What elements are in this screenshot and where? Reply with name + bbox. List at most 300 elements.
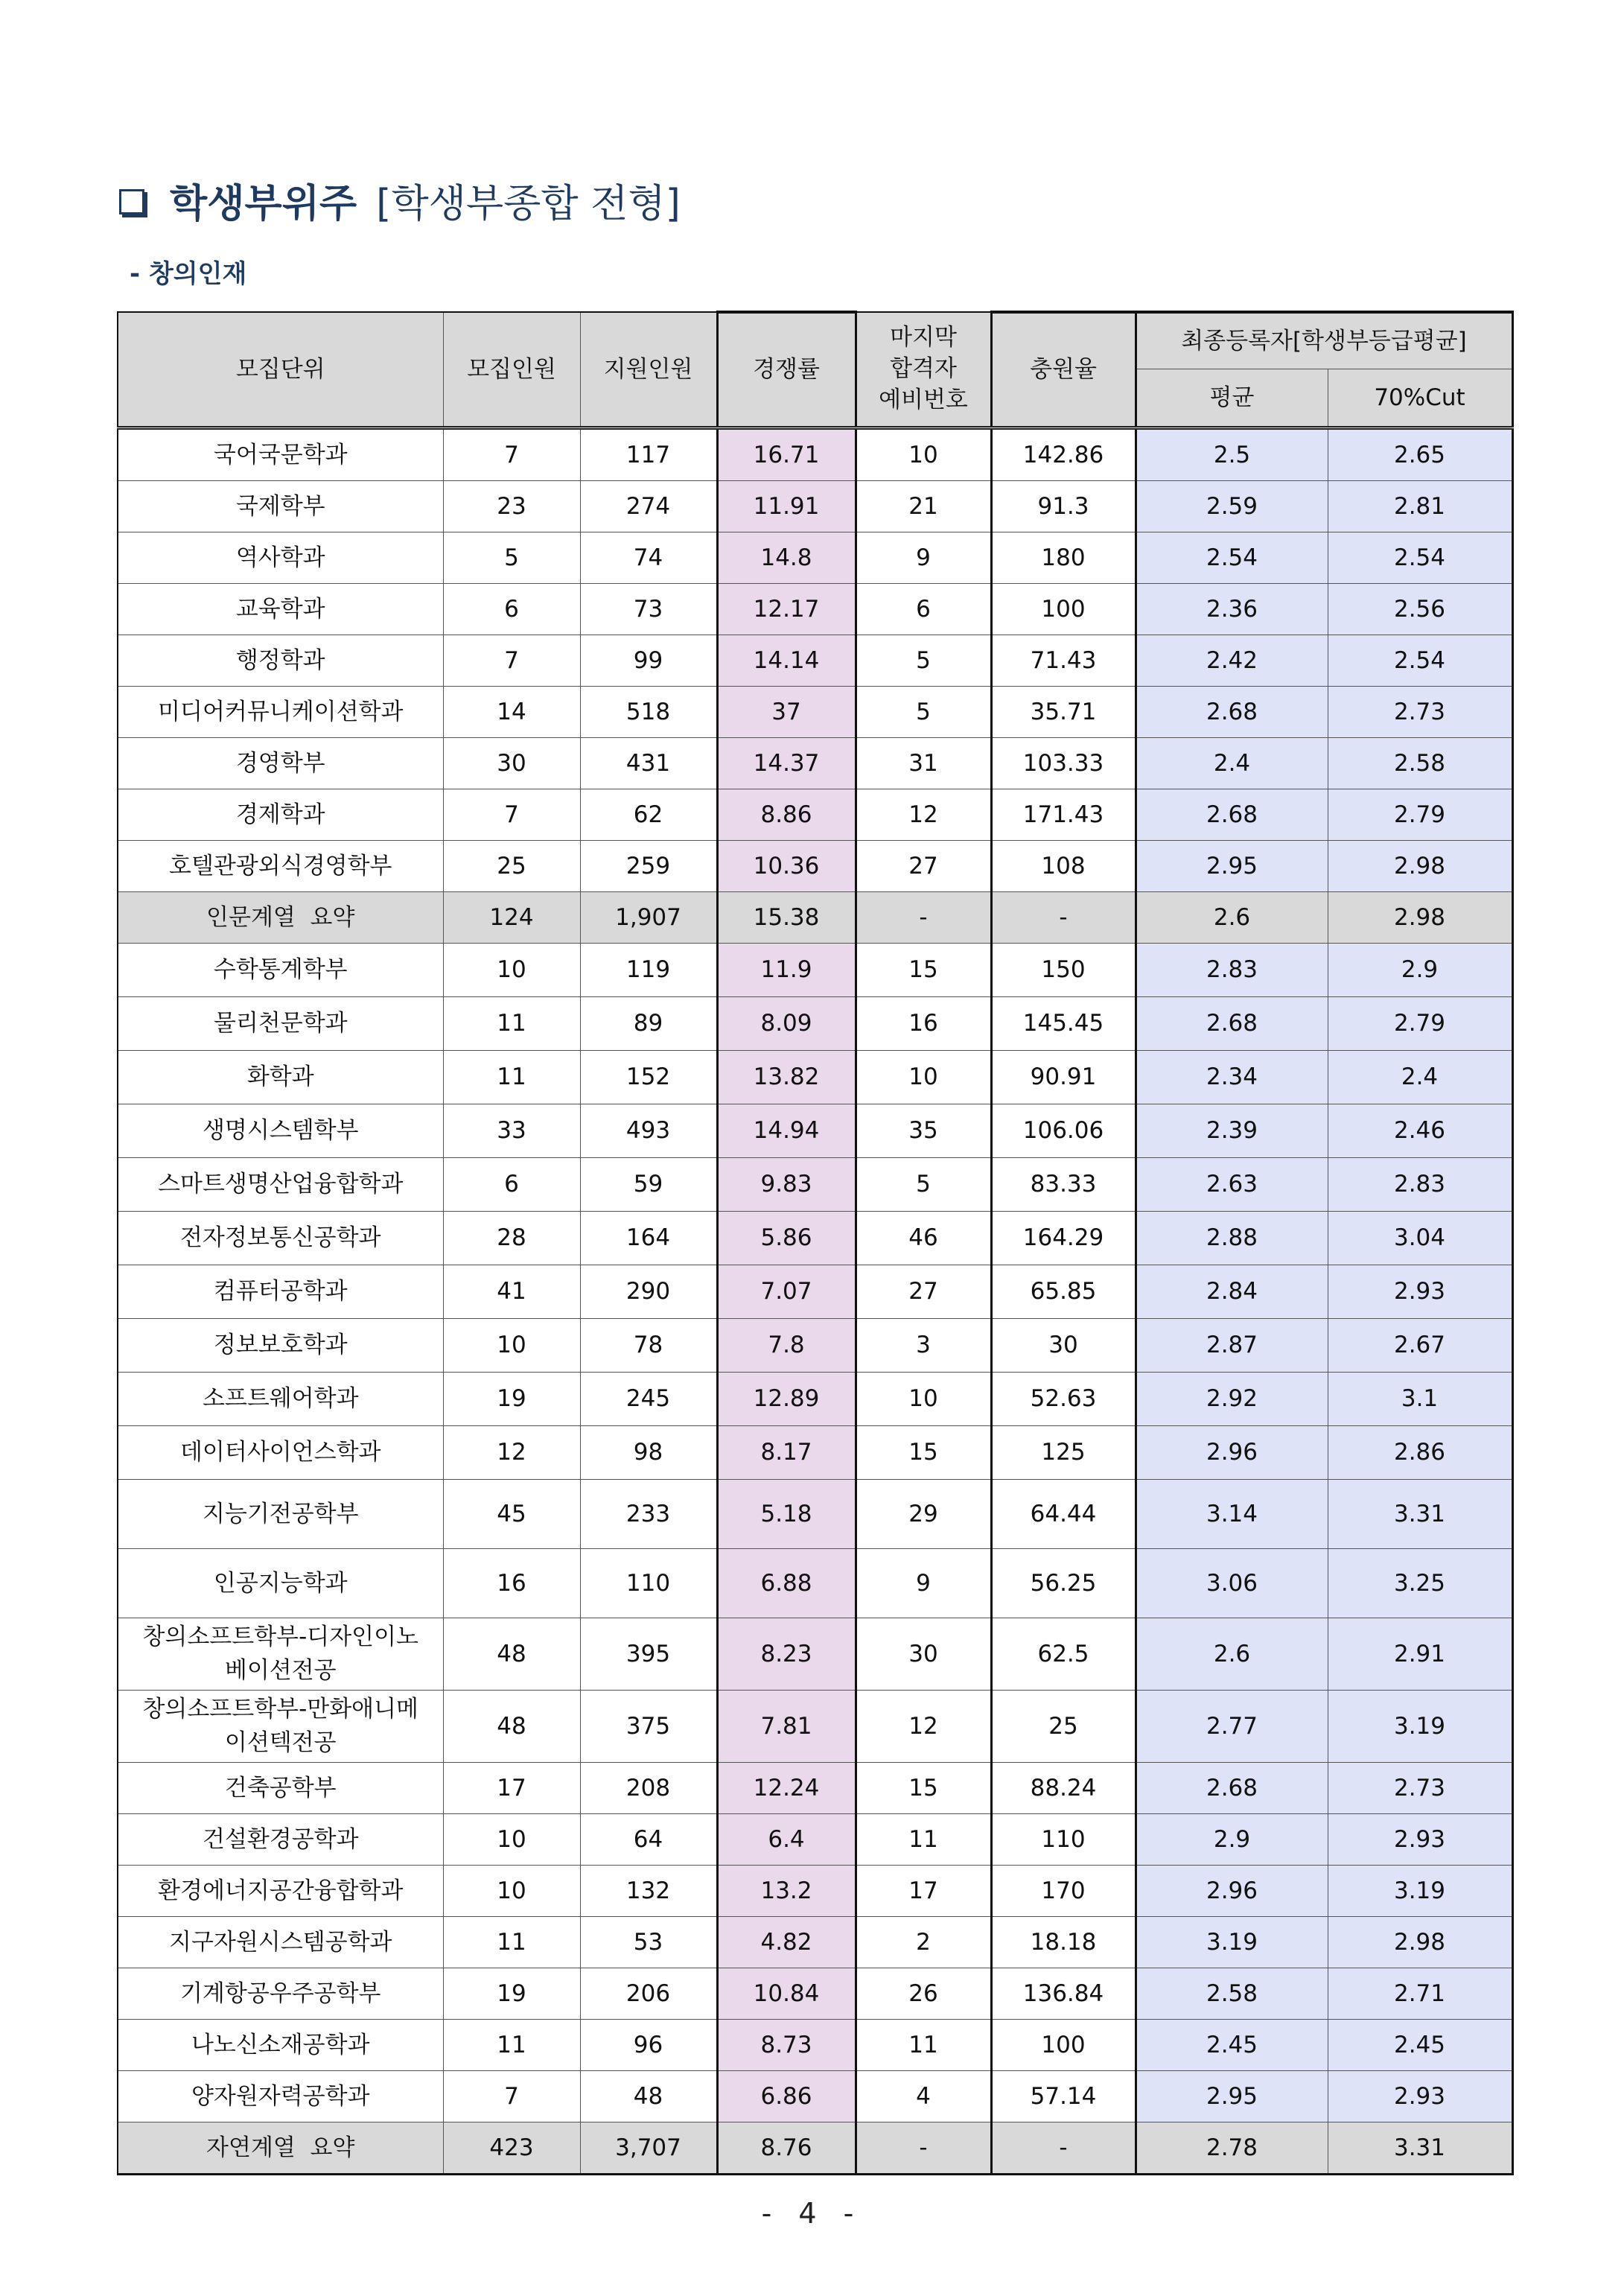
- cell-dept: 호텔관광외식경영학부: [118, 841, 443, 892]
- cell-applicants: 64: [580, 1814, 717, 1866]
- cell-dept: 경제학과: [118, 789, 443, 841]
- cell-waitlist: 16: [856, 997, 991, 1051]
- cell-avg: 2.68: [1136, 997, 1328, 1051]
- cell-competition: 8.17: [717, 1426, 856, 1480]
- cell-applicants: 98: [580, 1426, 717, 1480]
- cell-cut70: 2.45: [1328, 2020, 1512, 2071]
- cell-quota: 7: [443, 428, 580, 481]
- cell-applicants: 73: [580, 584, 717, 635]
- cell-fill-rate: 90.91: [991, 1051, 1136, 1104]
- table-row: [118, 1814, 1512, 1866]
- cell-dept-line1: 창의소프트학부-디자인이노: [142, 1624, 419, 1651]
- table-row: [118, 1426, 1512, 1480]
- cell-applicants: 395: [580, 1618, 717, 1691]
- table-row: [118, 2071, 1512, 2122]
- table-row: [118, 1319, 1512, 1373]
- cell-fill-rate: -: [991, 892, 1136, 944]
- cell-applicants: 245: [580, 1373, 717, 1426]
- cell-avg: 2.78: [1136, 2122, 1328, 2175]
- cell-avg: 2.5: [1136, 428, 1328, 481]
- cell-avg: 2.6: [1136, 892, 1328, 944]
- cell-cut70: 2.56: [1328, 584, 1512, 635]
- cell-competition: 13.82: [717, 1051, 856, 1104]
- cell-applicants: 99: [580, 635, 717, 687]
- cell-quota: 5: [443, 532, 580, 584]
- table-row: [118, 997, 1512, 1051]
- cell-fill-rate: 71.43: [991, 635, 1136, 687]
- cell-competition: 8.23: [717, 1618, 856, 1691]
- cell-avg: 2.68: [1136, 789, 1328, 841]
- admission-results-table: [117, 311, 1514, 2175]
- table-row: [118, 1265, 1512, 1319]
- cell-cut70: 2.4: [1328, 1051, 1512, 1104]
- cell-quota: 11: [443, 2020, 580, 2071]
- cell-avg: 2.45: [1136, 2020, 1328, 2071]
- cell-fill-rate: 64.44: [991, 1480, 1136, 1549]
- cell-dept: 경영학부: [118, 738, 443, 789]
- table-row: [118, 532, 1512, 584]
- table-row: [118, 841, 1512, 892]
- cell-fill-rate: 65.85: [991, 1265, 1136, 1319]
- cell-quota: 16: [443, 1549, 580, 1618]
- cell-quota: 28: [443, 1212, 580, 1265]
- cell-cut70: 2.54: [1328, 532, 1512, 584]
- cell-dept: 건설환경공학과: [118, 1814, 443, 1866]
- cell-quota: 6: [443, 1158, 580, 1212]
- cell-competition: 4.82: [717, 1917, 856, 1968]
- cell-dept: 기계항공우주공학부: [118, 1968, 443, 2020]
- cell-waitlist: 11: [856, 1814, 991, 1866]
- cell-applicants: 208: [580, 1763, 717, 1814]
- cell-competition: 10.36: [717, 841, 856, 892]
- cell-waitlist: 15: [856, 1426, 991, 1480]
- cell-waitlist: 31: [856, 738, 991, 789]
- table-row: [118, 1158, 1512, 1212]
- header-quota: 모집인원: [443, 312, 580, 428]
- header-grade-group: 최종등록자[학생부등급평균]: [1136, 312, 1512, 369]
- cell-cut70: 2.86: [1328, 1426, 1512, 1480]
- table-row: [118, 635, 1512, 687]
- table-row: [118, 789, 1512, 841]
- cell-cut70: 2.65: [1328, 428, 1512, 481]
- cell-competition: 14.8: [717, 532, 856, 584]
- cell-avg: 3.06: [1136, 1549, 1328, 1618]
- cell-competition: 12.24: [717, 1763, 856, 1814]
- cell-waitlist: 2: [856, 1917, 991, 1968]
- page-number: - 4 -: [761, 2197, 863, 2230]
- cell-quota: 7: [443, 635, 580, 687]
- cell-quota: 6: [443, 584, 580, 635]
- cell-competition: 14.94: [717, 1104, 856, 1158]
- square-bullet-icon: [119, 189, 144, 214]
- cell-applicants: 96: [580, 2020, 717, 2071]
- cell-waitlist: 12: [856, 1691, 991, 1763]
- cell-fill-rate: 180: [991, 532, 1136, 584]
- cell-competition: 11.9: [717, 944, 856, 997]
- cell-applicants: 493: [580, 1104, 717, 1158]
- cell-cut70: 2.9: [1328, 944, 1512, 997]
- cell-fill-rate: -: [991, 2122, 1136, 2175]
- cell-quota: 25: [443, 841, 580, 892]
- cell-waitlist: 29: [856, 1480, 991, 1549]
- cell-waitlist: 15: [856, 944, 991, 997]
- table-row: [118, 1763, 1512, 1814]
- cell-waitlist: 10: [856, 1051, 991, 1104]
- cell-avg: 2.68: [1136, 687, 1328, 738]
- cell-fill-rate: 30: [991, 1319, 1136, 1373]
- cell-dept: 자연계열 요약: [118, 2122, 443, 2175]
- cell-cut70: 2.46: [1328, 1104, 1512, 1158]
- cell-dept: 컴퓨터공학과: [118, 1265, 443, 1319]
- cell-waitlist: 5: [856, 687, 991, 738]
- cell-quota: 14: [443, 687, 580, 738]
- table-row: [118, 2020, 1512, 2071]
- cell-waitlist: 9: [856, 532, 991, 584]
- cell-cut70: 2.93: [1328, 1814, 1512, 1866]
- cell-fill-rate: 106.06: [991, 1104, 1136, 1158]
- table-row: [118, 1968, 1512, 2020]
- cell-dept-line2: 이션텍전공: [224, 1729, 337, 1756]
- cell-cut70: 3.31: [1328, 2122, 1512, 2175]
- cell-cut70: 2.98: [1328, 892, 1512, 944]
- cell-fill-rate: 56.25: [991, 1549, 1136, 1618]
- cell-dept: [118, 1691, 443, 1763]
- cell-competition: 6.88: [717, 1549, 856, 1618]
- cell-waitlist: 3: [856, 1319, 991, 1373]
- cell-cut70: 3.25: [1328, 1549, 1512, 1618]
- cell-quota: 19: [443, 1373, 580, 1426]
- cell-fill-rate: 52.63: [991, 1373, 1136, 1426]
- cell-applicants: 152: [580, 1051, 717, 1104]
- cell-competition: 6.4: [717, 1814, 856, 1866]
- cell-fill-rate: 88.24: [991, 1763, 1136, 1814]
- cell-competition: 8.73: [717, 2020, 856, 2071]
- header-waitlist-line1: 마지막: [890, 324, 957, 352]
- cell-competition: 14.14: [717, 635, 856, 687]
- cell-applicants: 518: [580, 687, 717, 738]
- section-heading: [119, 182, 681, 226]
- cell-cut70: 2.73: [1328, 1763, 1512, 1814]
- cell-avg: 2.39: [1136, 1104, 1328, 1158]
- cell-dept: 국어국문학과: [118, 428, 443, 481]
- cell-waitlist: 17: [856, 1866, 991, 1917]
- header-fill-rate: 충원율: [991, 312, 1136, 428]
- cell-fill-rate: 125: [991, 1426, 1136, 1480]
- cell-dept: 인공지능학과: [118, 1549, 443, 1618]
- cell-cut70: 3.04: [1328, 1212, 1512, 1265]
- cell-dept: 소프트웨어학과: [118, 1373, 443, 1426]
- cell-cut70: 2.71: [1328, 1968, 1512, 2020]
- cell-competition: 8.86: [717, 789, 856, 841]
- cell-avg: 2.63: [1136, 1158, 1328, 1212]
- cell-dept: 수학통계학부: [118, 944, 443, 997]
- table-row: [118, 944, 1512, 997]
- cell-applicants: 119: [580, 944, 717, 997]
- cell-dept: 정보보호학과: [118, 1319, 443, 1373]
- cell-dept: 나노신소재공학과: [118, 2020, 443, 2071]
- cell-quota: 17: [443, 1763, 580, 1814]
- cell-dept: 미디어커뮤니케이션학과: [118, 687, 443, 738]
- cell-cut70: 2.93: [1328, 2071, 1512, 2122]
- header-waitlist-line2: 합격자: [890, 355, 957, 383]
- cell-applicants: 1,907: [580, 892, 717, 944]
- table-row: [118, 1618, 1512, 1691]
- summary-row: [118, 2122, 1512, 2175]
- cell-waitlist: -: [856, 892, 991, 944]
- cell-quota: 10: [443, 1319, 580, 1373]
- table-row: [118, 1691, 1512, 1763]
- cell-applicants: 62: [580, 789, 717, 841]
- cell-dept: [118, 1618, 443, 1691]
- cell-waitlist: 26: [856, 1968, 991, 2020]
- cell-avg: 2.54: [1136, 532, 1328, 584]
- table-row: [118, 1866, 1512, 1917]
- cell-competition: 10.84: [717, 1968, 856, 2020]
- cell-competition: 8.76: [717, 2122, 856, 2175]
- cell-applicants: 233: [580, 1480, 717, 1549]
- cell-avg: 2.42: [1136, 635, 1328, 687]
- cell-cut70: 2.58: [1328, 738, 1512, 789]
- cell-waitlist: 27: [856, 841, 991, 892]
- cell-competition: 5.18: [717, 1480, 856, 1549]
- header-competition: 경쟁률: [717, 312, 856, 428]
- cell-quota: 7: [443, 789, 580, 841]
- cell-fill-rate: 100: [991, 2020, 1136, 2071]
- cell-avg: 2.9: [1136, 1814, 1328, 1866]
- cell-cut70: 2.54: [1328, 635, 1512, 687]
- cell-cut70: 2.79: [1328, 997, 1512, 1051]
- table-row: [118, 1104, 1512, 1158]
- cell-avg: 2.34: [1136, 1051, 1328, 1104]
- cell-waitlist: 15: [856, 1763, 991, 1814]
- cell-avg: 2.83: [1136, 944, 1328, 997]
- cell-dept: 국제학부: [118, 481, 443, 532]
- cell-waitlist: 21: [856, 481, 991, 532]
- cell-avg: 2.59: [1136, 481, 1328, 532]
- cell-waitlist: 35: [856, 1104, 991, 1158]
- cell-quota: 7: [443, 2071, 580, 2122]
- cell-competition: 9.83: [717, 1158, 856, 1212]
- cell-quota: 45: [443, 1480, 580, 1549]
- cell-competition: 11.91: [717, 481, 856, 532]
- cell-competition: 7.81: [717, 1691, 856, 1763]
- cell-quota: 10: [443, 1866, 580, 1917]
- cell-applicants: 78: [580, 1319, 717, 1373]
- cell-avg: 2.58: [1136, 1968, 1328, 2020]
- cell-cut70: 3.19: [1328, 1866, 1512, 1917]
- cell-avg: 2.4: [1136, 738, 1328, 789]
- cell-fill-rate: 142.86: [991, 428, 1136, 481]
- cell-competition: 7.07: [717, 1265, 856, 1319]
- cell-applicants: 59: [580, 1158, 717, 1212]
- cell-waitlist: 12: [856, 789, 991, 841]
- cell-avg: 3.14: [1136, 1480, 1328, 1549]
- cell-cut70: 2.67: [1328, 1319, 1512, 1373]
- cell-dept-line2: 베이션전공: [224, 1657, 337, 1684]
- cell-quota: 423: [443, 2122, 580, 2175]
- cell-quota: 12: [443, 1426, 580, 1480]
- header-cut70: 70%Cut: [1328, 369, 1512, 428]
- cell-avg: 2.95: [1136, 841, 1328, 892]
- cell-waitlist: -: [856, 2122, 991, 2175]
- cell-applicants: 89: [580, 997, 717, 1051]
- cell-dept: 지구자원시스템공학과: [118, 1917, 443, 1968]
- subheading: - 창의인재: [130, 259, 247, 289]
- table-row: [118, 1917, 1512, 1968]
- cell-applicants: 117: [580, 428, 717, 481]
- cell-competition: 37: [717, 687, 856, 738]
- cell-quota: 19: [443, 1968, 580, 2020]
- cell-dept: 양자원자력공학과: [118, 2071, 443, 2122]
- cell-avg: 2.84: [1136, 1265, 1328, 1319]
- cell-waitlist: 30: [856, 1618, 991, 1691]
- cell-applicants: 431: [580, 738, 717, 789]
- cell-competition: 6.86: [717, 2071, 856, 2122]
- cell-waitlist: 10: [856, 1373, 991, 1426]
- cell-dept: 인문계열 요약: [118, 892, 443, 944]
- header-applicants: 지원인원: [580, 312, 717, 428]
- cell-fill-rate: 91.3: [991, 481, 1136, 532]
- cell-dept: 행정학과: [118, 635, 443, 687]
- cell-applicants: 290: [580, 1265, 717, 1319]
- cell-fill-rate: 83.33: [991, 1158, 1136, 1212]
- cell-dept: 생명시스템학부: [118, 1104, 443, 1158]
- cell-applicants: 3,707: [580, 2122, 717, 2175]
- cell-waitlist: 10: [856, 428, 991, 481]
- table-row: [118, 1212, 1512, 1265]
- cell-dept: 교육학과: [118, 584, 443, 635]
- cell-cut70: 2.93: [1328, 1265, 1512, 1319]
- cell-avg: 3.19: [1136, 1917, 1328, 1968]
- cell-applicants: 74: [580, 532, 717, 584]
- cell-fill-rate: 103.33: [991, 738, 1136, 789]
- cell-fill-rate: 171.43: [991, 789, 1136, 841]
- cell-fill-rate: 145.45: [991, 997, 1136, 1051]
- cell-competition: 8.09: [717, 997, 856, 1051]
- cell-dept: 데이터사이언스학과: [118, 1426, 443, 1480]
- cell-fill-rate: 100: [991, 584, 1136, 635]
- cell-fill-rate: 18.18: [991, 1917, 1136, 1968]
- cell-fill-rate: 108: [991, 841, 1136, 892]
- cell-competition: 5.86: [717, 1212, 856, 1265]
- header-waitlist: [856, 312, 991, 428]
- cell-quota: 33: [443, 1104, 580, 1158]
- cell-cut70: 2.91: [1328, 1618, 1512, 1691]
- cell-cut70: 3.1: [1328, 1373, 1512, 1426]
- cell-dept: 환경에너지공간융합학과: [118, 1866, 443, 1917]
- cell-applicants: 48: [580, 2071, 717, 2122]
- cell-avg: 2.87: [1136, 1319, 1328, 1373]
- cell-avg: 2.36: [1136, 584, 1328, 635]
- heading-sub: [학생부종합 전형]: [376, 182, 681, 226]
- cell-avg: 2.68: [1136, 1763, 1328, 1814]
- cell-competition: 14.37: [717, 738, 856, 789]
- cell-dept: 화학과: [118, 1051, 443, 1104]
- cell-fill-rate: 164.29: [991, 1212, 1136, 1265]
- cell-dept: 물리천문학과: [118, 997, 443, 1051]
- cell-fill-rate: 57.14: [991, 2071, 1136, 2122]
- cell-avg: 2.96: [1136, 1426, 1328, 1480]
- cell-applicants: 274: [580, 481, 717, 532]
- table-row: [118, 1051, 1512, 1104]
- header-avg: 평균: [1136, 369, 1328, 428]
- cell-waitlist: 46: [856, 1212, 991, 1265]
- cell-competition: 12.17: [717, 584, 856, 635]
- cell-cut70: 2.79: [1328, 789, 1512, 841]
- cell-dept: 역사학과: [118, 532, 443, 584]
- table-row: [118, 1549, 1512, 1618]
- cell-applicants: 132: [580, 1866, 717, 1917]
- cell-dept: 전자정보통신공학과: [118, 1212, 443, 1265]
- cell-cut70: 3.31: [1328, 1480, 1512, 1549]
- cell-avg: 2.92: [1136, 1373, 1328, 1426]
- cell-quota: 10: [443, 944, 580, 997]
- table-row: [118, 1480, 1512, 1549]
- cell-fill-rate: 25: [991, 1691, 1136, 1763]
- cell-applicants: 375: [580, 1691, 717, 1763]
- cell-avg: 2.6: [1136, 1618, 1328, 1691]
- cell-cut70: 2.98: [1328, 1917, 1512, 1968]
- cell-competition: 13.2: [717, 1866, 856, 1917]
- cell-cut70: 2.73: [1328, 687, 1512, 738]
- cell-quota: 11: [443, 1051, 580, 1104]
- table-row: [118, 428, 1512, 481]
- cell-dept: 건축공학부: [118, 1763, 443, 1814]
- cell-cut70: 2.83: [1328, 1158, 1512, 1212]
- cell-cut70: 3.19: [1328, 1691, 1512, 1763]
- cell-competition: 12.89: [717, 1373, 856, 1426]
- cell-dept: 스마트생명산업융합학과: [118, 1158, 443, 1212]
- cell-waitlist: 4: [856, 2071, 991, 2122]
- cell-fill-rate: 136.84: [991, 1968, 1136, 2020]
- cell-quota: 11: [443, 1917, 580, 1968]
- cell-cut70: 2.81: [1328, 481, 1512, 532]
- cell-avg: 2.95: [1136, 2071, 1328, 2122]
- cell-quota: 48: [443, 1618, 580, 1691]
- cell-fill-rate: 170: [991, 1866, 1136, 1917]
- cell-quota: 124: [443, 892, 580, 944]
- cell-waitlist: 11: [856, 2020, 991, 2071]
- cell-fill-rate: 150: [991, 944, 1136, 997]
- cell-quota: 48: [443, 1691, 580, 1763]
- cell-quota: 23: [443, 481, 580, 532]
- cell-applicants: 53: [580, 1917, 717, 1968]
- cell-cut70: 2.98: [1328, 841, 1512, 892]
- cell-quota: 11: [443, 997, 580, 1051]
- cell-fill-rate: 35.71: [991, 687, 1136, 738]
- cell-quota: 10: [443, 1814, 580, 1866]
- cell-avg: 2.77: [1136, 1691, 1328, 1763]
- table-row: [118, 1373, 1512, 1426]
- cell-quota: 41: [443, 1265, 580, 1319]
- cell-applicants: 164: [580, 1212, 717, 1265]
- cell-waitlist: 9: [856, 1549, 991, 1618]
- cell-fill-rate: 62.5: [991, 1618, 1136, 1691]
- cell-applicants: 206: [580, 1968, 717, 2020]
- cell-competition: 7.8: [717, 1319, 856, 1373]
- table-row: [118, 584, 1512, 635]
- cell-fill-rate: 110: [991, 1814, 1136, 1866]
- table-row: [118, 687, 1512, 738]
- cell-avg: 2.96: [1136, 1866, 1328, 1917]
- cell-waitlist: 27: [856, 1265, 991, 1319]
- header-dept: 모집단위: [118, 312, 443, 428]
- cell-waitlist: 6: [856, 584, 991, 635]
- cell-dept: 지능기전공학부: [118, 1480, 443, 1549]
- cell-competition: 16.71: [717, 428, 856, 481]
- header-waitlist-line3: 예비번호: [879, 386, 968, 413]
- table-row: [118, 738, 1512, 789]
